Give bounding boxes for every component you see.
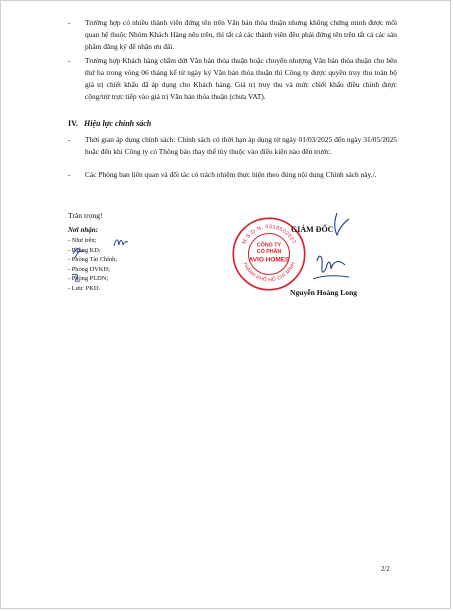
- seal-brand: AVIO HOMES: [248, 256, 290, 264]
- recipients-title: Nơi nhận:: [68, 226, 99, 234]
- bullet-dash: -: [68, 170, 71, 179]
- section-title: Hiệu lực chính sách: [84, 119, 152, 128]
- closing-greeting: Trân trọng!: [68, 211, 103, 220]
- recipient-item: - Như trên;: [68, 237, 97, 244]
- bullet-dash: -: [68, 135, 71, 144]
- signature-title: GIÁM ĐỐC: [291, 225, 334, 234]
- bullet-text: Thời gian áp dụng chính sách: Chính sách có thời hạn áp dụng từ ngày 01/03/2025 đến ngày 31/05/2025 hoặc đến khi Công ty có Thông báo thay thế tùy thuộc vào điều kiện nào đến trước.: [85, 135, 397, 156]
- seal-location: THÀNH PHỐ HỒ CHÍ MINH: [241, 261, 297, 284]
- recipient-item: - Phòng PLDN;: [68, 275, 109, 283]
- section-number: IV.: [68, 119, 78, 128]
- document-body: [1, 1, 450, 608]
- seal-line1: CÔNG TY: [256, 242, 282, 249]
- bullet-dash: -: [68, 56, 71, 65]
- signature-stroke: [335, 213, 349, 235]
- handwritten-initial: [70, 272, 84, 284]
- handwritten-initial: [113, 236, 129, 248]
- bullet-text: Trường hợp Khách hàng chấm dứt Văn bản thỏa thuận hoặc chuyển nhượng Văn bản thỏa thuận cho bên thứ ba trong vòng 06 tháng kể từ ngày ký Văn bản thỏa thuận thì Công ty được quyền truy thu toàn bộ giá trị chiết khấu đã áp dụng cho Khách hàng. Giá trị truy thu và mức chiết khấu điều chỉnh được cộng/trừ trực tiếp vào giá trị Văn bản thỏa thuận (chưa VAT).: [85, 56, 397, 101]
- recipient-item: - Phòng DVKH;: [68, 265, 110, 273]
- signature-stroke: [313, 276, 349, 279]
- recipient-item: - Lưu: PKD.: [68, 284, 101, 292]
- director-signature: [309, 209, 359, 289]
- seal-line2: CỔ PHẦN: [256, 249, 282, 256]
- bullet-text: Trường hợp có nhiều thành viên đứng tên trên Văn bản thỏa thuận nhưng không chứng minh được mối quan hệ thuộc Nhóm Khách Hàng nêu trên, thì tất cả các thành viên đều phải đứng tên trên tất cả các sản phẩm đăng ký để nhận ưu đãi.: [85, 18, 397, 51]
- bullet-text: Các Phòng ban liên quan và đối tác có trách nhiệm thực hiện theo đúng nội dung Chính sách này./.: [85, 170, 377, 179]
- handwritten-initial: [72, 246, 86, 258]
- recipients-list: [68, 236, 117, 294]
- initial-stroke: [72, 274, 80, 281]
- bullet-dash: -: [68, 18, 71, 27]
- page-number: 2/2: [381, 566, 390, 573]
- signature-stroke: [317, 256, 345, 272]
- signer-name: Nguyễn Hoàng Long: [290, 288, 358, 297]
- seal-code: M.S.D.N: 0318502527: [241, 224, 297, 246]
- initial-stroke: [114, 240, 128, 246]
- recipient-item: - Phòng Tài Chính;: [68, 256, 118, 264]
- initial-stroke: [73, 248, 84, 257]
- recipient-item: - Phòng KD;: [68, 246, 101, 254]
